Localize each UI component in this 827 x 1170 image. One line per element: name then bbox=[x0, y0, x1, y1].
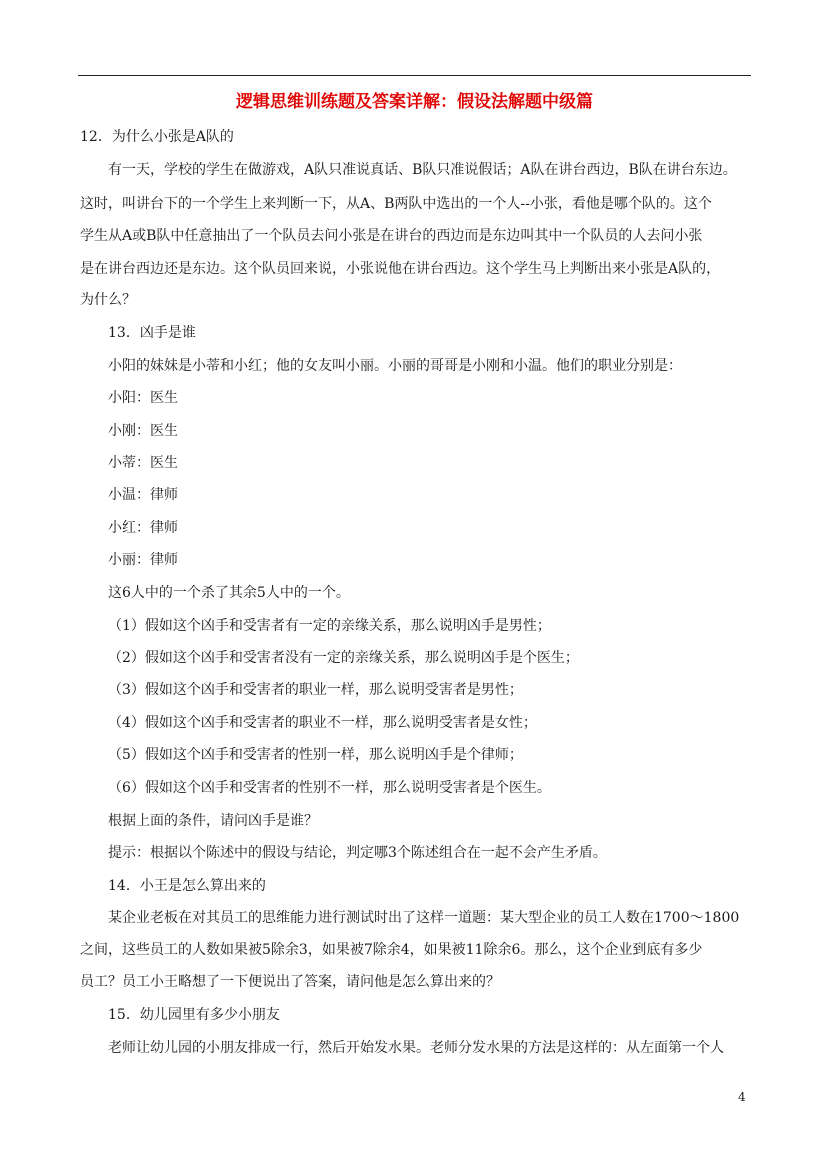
q12-body-line: 为什么？ bbox=[80, 292, 136, 308]
q13-condition: （6）假如这个凶手和受害者的性别不一样，那么说明受害者是个医生。 bbox=[108, 780, 551, 796]
q13-hint: 提示：根据以个陈述中的假设与结论，判定哪3个陈述组合在一起不会产生矛盾。 bbox=[108, 845, 607, 861]
q12-heading: 12．为什么小张是A队的 bbox=[80, 129, 234, 145]
q14-body-line: 某企业老板在对其员工的思维能力进行测试时出了这样一道题：某大型企业的员工人数在1700～1800 bbox=[108, 910, 740, 926]
q12-body-line: 这时，叫讲台下的一个学生上来判断一下，从A、B两队中选出的一个人--小张，看他是哪个队的。这个 bbox=[80, 196, 712, 212]
q14-body-line: 员工？员工小王略想了一下便说出了答案，请问他是怎么算出来的？ bbox=[80, 974, 500, 990]
page-number: 4 bbox=[738, 1090, 746, 1104]
q13-question: 根据上面的条件，请问凶手是谁？ bbox=[108, 813, 318, 829]
q13-condition: （1）假如这个凶手和受害者有一定的亲缘关系，那么说明凶手是男性； bbox=[108, 618, 551, 634]
q13-statement: 这6人中的一个杀了其余5人中的一个。 bbox=[108, 585, 350, 601]
q15-heading: 15．幼儿园里有多少小朋友 bbox=[108, 1007, 280, 1023]
q13-person: 小刚：医生 bbox=[108, 423, 178, 439]
q13-condition: （5）假如这个凶手和受害者的性别一样，那么说明凶手是个律师； bbox=[108, 747, 523, 763]
q12-body-line: 学生从A或B队中任意抽出了一个队员去问小张是在讲台的西边而是东边叫其中一个队员的人去问小张 bbox=[80, 228, 703, 244]
q13-intro: 小阳的妹妹是小蒂和小红；他的女友叫小丽。小丽的哥哥是小刚和小温。他们的职业分别是： bbox=[108, 358, 682, 374]
q13-condition: （2）假如这个凶手和受害者没有一定的亲缘关系，那么说明凶手是个医生； bbox=[108, 650, 579, 666]
header-rule bbox=[78, 75, 751, 76]
q14-body-line: 之间，这些员工的人数如果被5除余3，如果被7除余4，如果被11除余6。那么，这个企业到底有多少 bbox=[80, 942, 703, 958]
q15-body-line: 老师让幼儿园的小朋友排成一行，然后开始发水果。老师分发水果的方法是这样的：从左面第一个人 bbox=[108, 1040, 724, 1056]
q13-person: 小温：律师 bbox=[108, 487, 178, 503]
q13-heading: 13．凶手是谁 bbox=[108, 325, 196, 341]
document-title: 逻辑思维训练题及答案详解：假设法解题中级篇 bbox=[236, 92, 593, 112]
q13-person: 小阳：医生 bbox=[108, 390, 178, 406]
q14-heading: 14．小王是怎么算出来的 bbox=[108, 878, 266, 894]
q12-body-line: 是在讲台西边还是东边。这个队员回来说，小张说他在讲台西边。这个学生马上判断出来小张是A队的， bbox=[80, 261, 721, 277]
q13-condition: （3）假如这个凶手和受害者的职业一样，那么说明受害者是男性； bbox=[108, 682, 523, 698]
q12-body-line: 有一天，学校的学生在做游戏，A队只准说真话、B队只准说假话；A队在讲台西边，B队在讲台东边。 bbox=[108, 162, 737, 178]
q13-person: 小蒂：医生 bbox=[108, 455, 178, 471]
q13-person: 小丽：律师 bbox=[108, 552, 178, 568]
q13-person: 小红：律师 bbox=[108, 520, 178, 536]
q13-condition: （4）假如这个凶手和受害者的职业不一样，那么说明受害者是女性； bbox=[108, 715, 537, 731]
